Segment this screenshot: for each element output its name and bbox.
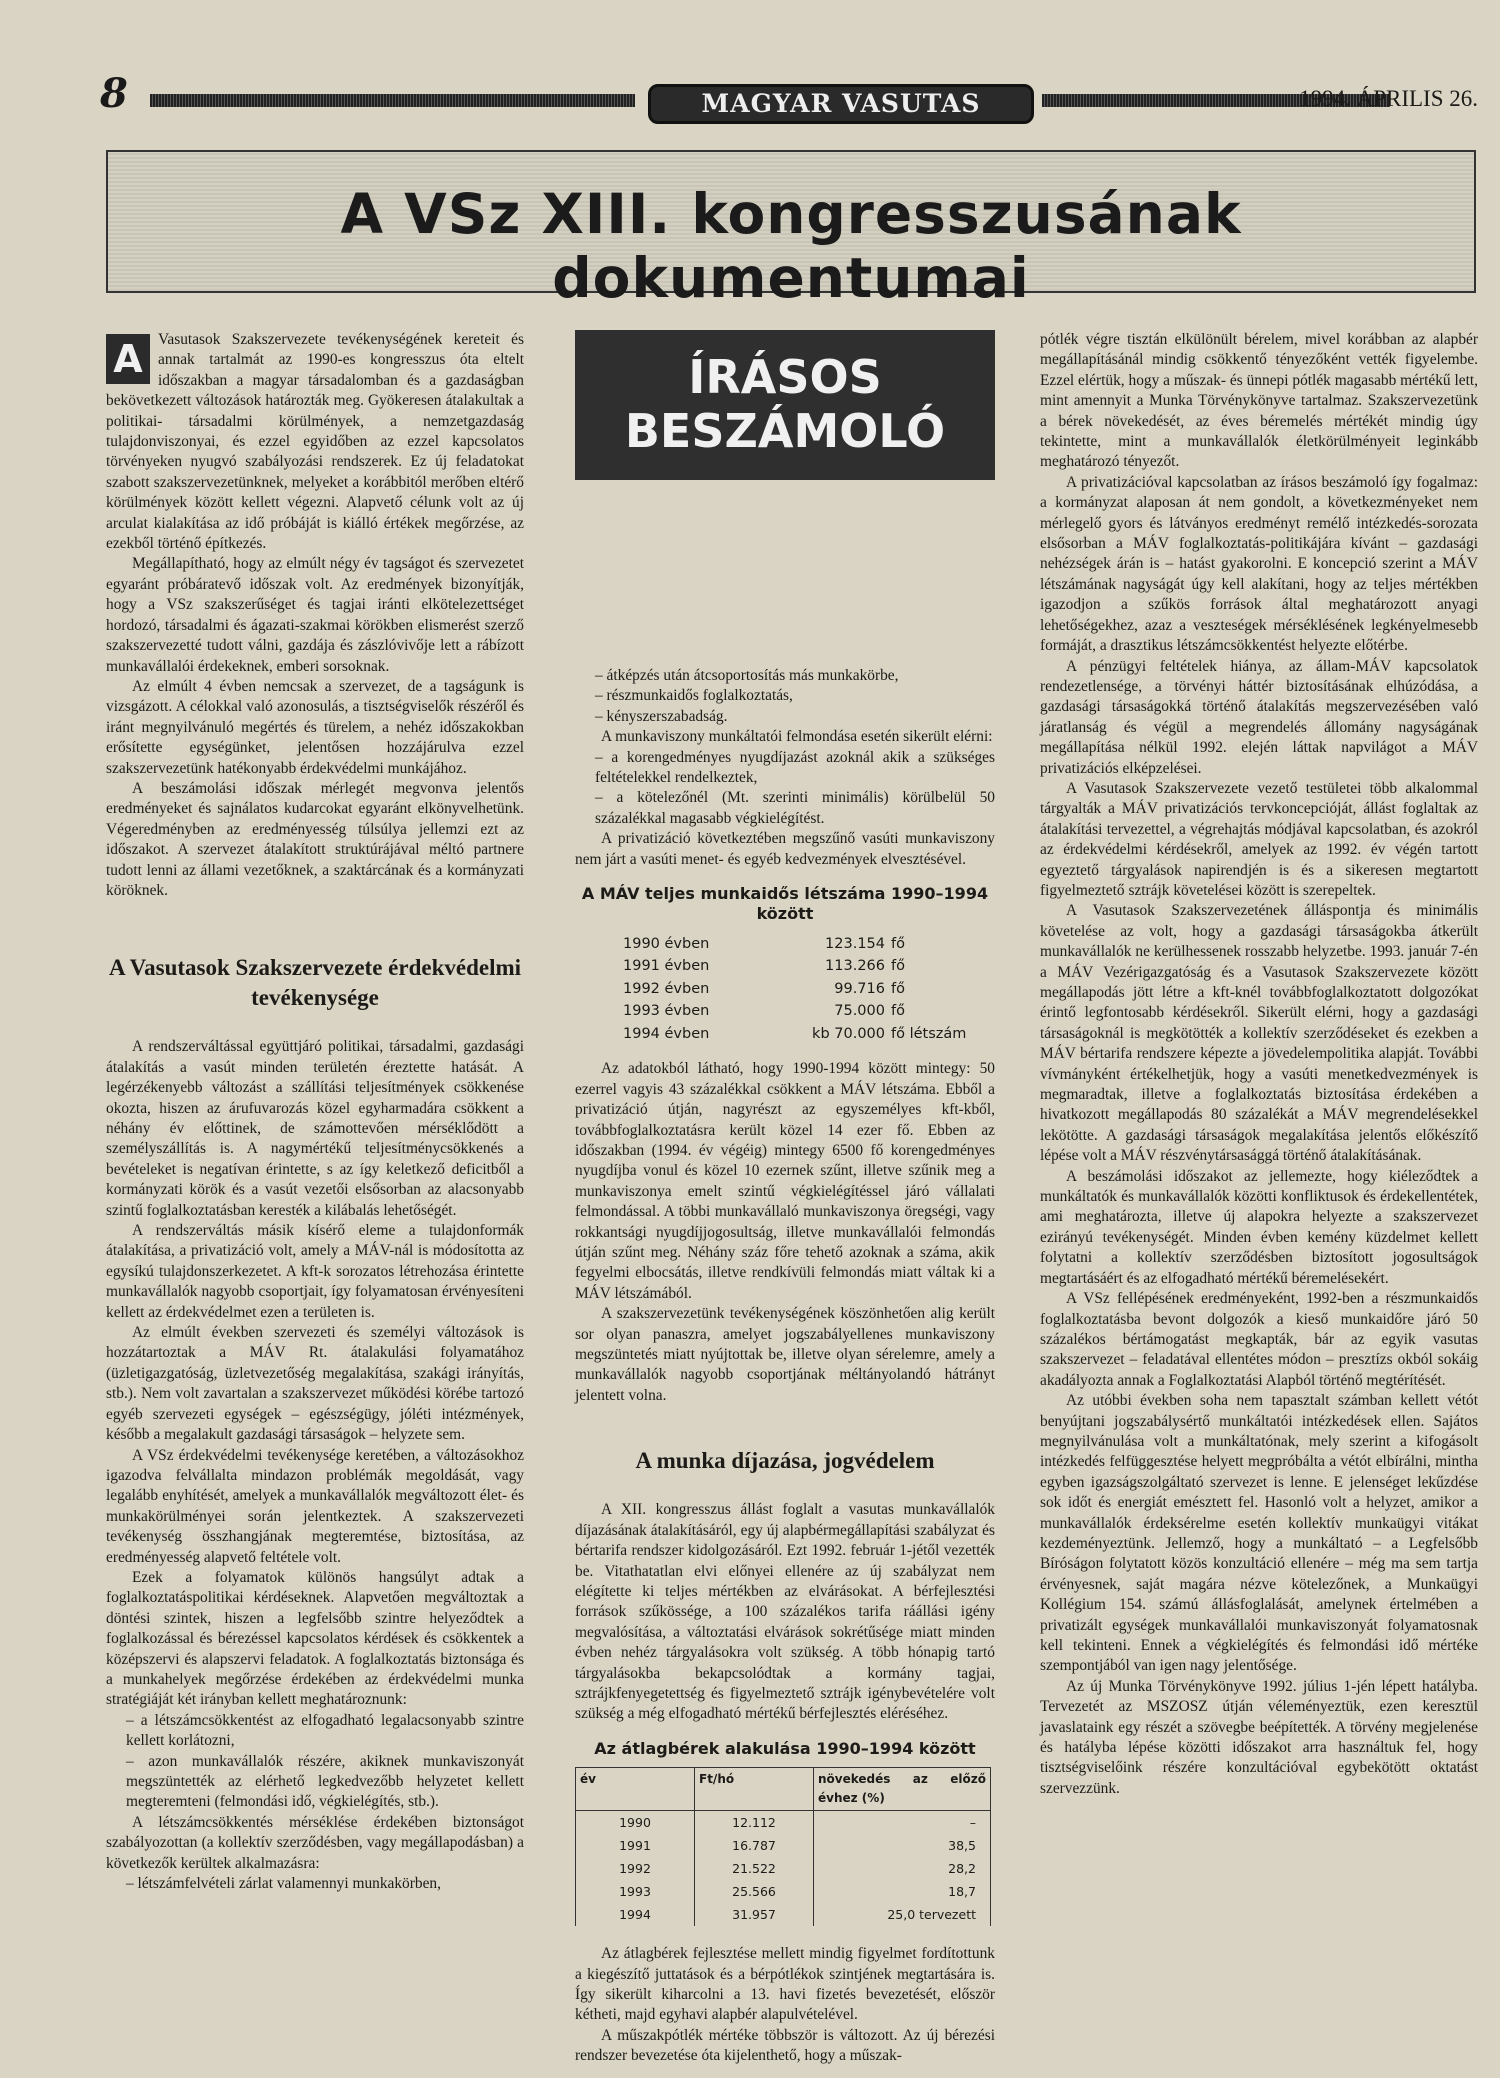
table-cell: 1992 évben [623,980,710,997]
table-header: növekedés az előző évhez (%) [814,1768,991,1811]
table-cell: fő [891,958,905,975]
paragraph: A műszakpótlék mértéke többször is változott. Az új bérezési rendszer bevezetése óta kijelenthető, hogy a műszak- [575,2026,995,2065]
paragraph: Az elmúlt években szervezeti és személyi változások is hozzátartoztak a MÁV Rt. átalakulási folyamatához (üzletigazgatóság, üzletvezetőség megalakítása, szakági irányítás, stb.). Nem volt zavartalan a szakszervezet működési körébe tartozó egyéb szervezeti egységek – egészségügy, jóléti intézmények, később a megalakult gazdasági társaságok – helyzete sem. [106,1324,524,1444]
paragraph: pótlék végre tisztán elkülönült bérelem, mivel korábban az alapbér megállapításánál mindig csökkentő tényezőként vették figyelembe. Ezzel elértük, hogy a műszak- és ünnepi pótlék magasabb mértékű lett, mint amennyit a Munka Törvénykönyve tartalmaz. Szakszervezetünk a bérek növekedését, az éves béremelés mértékét mindig úgy tekintette, mint a munkavállalók életkörülményeit leginkább meghatározó tényezőt. [1040,331,1478,471]
dash-item: – létszámfelvételi zárlat valamennyi munkakörben, [126,1875,441,1893]
table-row [623,1000,971,1023]
table-cell: 1990 évben [623,935,710,952]
report-label-line1: ÍRÁSOS [688,350,882,404]
table-cell: 1993 évben [623,1003,710,1020]
paragraph: Megállapítható, hogy az elmúlt négy év tagságot és szervezetet egyaránt próbáratevő időszak volt. Az eredmények bizonyítják, hogy a VSz szakszerűséget és tagjai iránti elkötelezettséget hordozó, társadalmi és ágazati-szakmai körökben elismerést szerző szakszervezetté tudott válni, gazdája és zászlóvivője lett a rábízott munkavállalói érdekeknek, emberi sorsoknak. [106,555,524,675]
wage-table-title: Az átlagbérek alakulása 1990–1994 között [594,1738,976,1758]
paragraph: Az új Munka Törvénykönyve 1992. július 1-jén lépett hatályba. Tervezetét az MSZOSZ útján véleményeztük, ezen keresztül javaslataink egy részét a szövegbe beépítették. A törvény megjelenése és hatályba lépése közötti időszakot arra használtuk fel, hogy tisztségviselőink részére konzultációval egybekötött oktatást szervezzünk. [1040,1677,1478,1797]
table-cell: 1992 [576,1857,695,1880]
table-cell: 18,7 [814,1880,991,1903]
paragraph: A pénzügyi feltételek hiánya, az állam-MÁV kapcsolatok rendezetlensége, a törvényi háttér biztosításának elhúzódása, a gazdasági társaságokká történő átalakítás megszervezésében való járatlanság és végül a megrendelés állomány nagyságának megállapítása nélkül 1992. elején láttak napvilágot a MÁV privatizációs elképzelései. [1040,657,1478,777]
section-heading: A munka díjazása, jogvédelem [635,1448,935,1474]
table-cell: 1991 [576,1834,695,1857]
page-header [100,70,1480,128]
dash-item: – kényszerszabadság. [595,707,728,725]
column-2 [575,330,995,2067]
table-cell: 1994 [576,1903,695,1926]
drop-cap: A [106,334,150,384]
headcount-table [623,933,971,1046]
title-banner [106,150,1476,310]
table-cell: fő [891,980,905,997]
paragraph: A rendszerváltás másik kísérő eleme a tulajdonformák átalakítása, a privatizáció volt, amely a MÁV-nál is módosította az egysíkú tulajdonszerkezetet. A kft-k sorozatos létrehozása érintette munkavállalók nagyobb csoportjait, így folyamatosan érvényesíteni kellett az érdekvédelmet ezen a területen is. [106,1222,524,1321]
table-row [576,1857,991,1880]
paragraph: A VSz fellépésének eredményeként, 1992-ben a részmunkaidős foglalkoztatásba bevont dolgozók a kieső munkaidőre járó 50 százalékos bértámogatást megkapták, bár az egyik vasutas szakszervezet – feladatával ellentétes módon – presztízs okból sokáig akadályozta annak a Foglalkoztatási Alapból történő megtérítését. [1040,1290,1478,1389]
column-1 [106,330,524,1894]
paragraph: A privatizáció következtében megszűnő vasúti munkaviszony nem járt a vasúti menet- és egyéb kedvezmények elvesztésével. [575,830,995,868]
masthead-logo: MAGYAR VASUTAS [648,84,1034,124]
table-cell: 75.000 [834,1003,885,1020]
issue-date: 1994. ÁPRILIS 26. [1299,86,1478,111]
paragraph: A munkaviszony munkáltatói felmondása esetén sikerült elérni: [601,728,993,746]
dash-item: – azon munkavállalók részére, akiknek munkaviszonyát megszüntették az elérhető legkedvezőbb helyzetet kellett megteremteni (felmondási idő, végkielégítés, stb.). [126,1752,524,1811]
table-cell: 12.112 [695,1811,814,1835]
table-row [623,933,971,956]
table-cell: kb 70.000 [812,1025,885,1042]
table-cell: 1994 évben [623,1025,710,1042]
table-cell: fő [891,935,905,952]
dash-item: – a korengedményes nyugdíjazást azoknál akik a szükséges feltételekkel rendelkeztek, [595,748,995,787]
paragraph: A szakszervezetünk tevékenységének köszönhetően alig került sor olyan panaszra, amelyet jogszabályellenes munkaviszony megszüntetés miatt nyújtottak be, illetve olyan sérelemre, amely a munkavállalók nagyobb csoportjának méltányolandó hátrányt jelentett volna. [575,1305,995,1404]
paragraph: A privatizációval kapcsolatban az írásos beszámoló így fogalmaz: a kormányzat alaposan át nem gondolt, a következményeket nem mérlegelő gyors és látványos eredményt remélő intézkedés-sorozata elsősorban a MÁV foglalkoztatás-politikájára kívánt – gazdasági nehézségek árán is – hatást gyakorolni. E koncepció szerint a MÁV létszámának nagyságát úgy kell alakítani, hogy az teljes mértékben igazodjon a szűkös források által meghatározott anyagi lehetőségekhez, azaz a veszteségek mérséklésének legkényelmesebb formáját, a drasztikus létszámcsökkentést helyezte előtérbe. [1040,473,1478,655]
header-rule-left [150,94,635,107]
table-header: Ft/hó [695,1768,814,1811]
table-cell: 38,5 [814,1834,991,1857]
paragraph: Vasutasok Szakszervezete tevékenységének kereteit és annak tartalmát az 1990-es kongresszus óta eltelt időszakban a magyar társadalomban és a gazdaságban bekövetkezett változások határozták meg. Gyökeresen átalakultak a politikai- társadalmi körülmények, a nemzetgazdaság tulajdonviszonyai, és ezzel egyidőben az ezzel kapcsolatos törvényeken nyugvó szabályozási rendszerek. Ez új feladatokat szabott szakszervezetünknek, melyeket a korábbitól merőben eltérő körülmények között kellett végezni. Alapvető célunk volt az új arculat kialakítása az idő próbáját is kiálló értékek megőrzése, az ezekből történő építkezés. [106,331,524,553]
table-cell: 21.522 [695,1857,814,1880]
table-cell: 123.154 [825,935,885,952]
paragraph: A rendszerváltással együttjáró politikai, társadalmi, gazdasági átalakítás a vasút minden területén éreztette hatását. A legérzékenyebb változást a szállítási teljesítmények csökkenése okozta, hiszen az árufuvarozás közel egyharmadára csökkent a néhány év előttinek, de számottevően mérséklődött a személyszállítás is. A nagymértékű teljesítménycsökkenés a bevételeket is negatívan érintette, s az így keletkező deficitből a kormányzati körök és a vasút vezetői elsősorban az alacsonyabb szintű foglalkoztatásban keresték a kilábalás lehetőségét. [106,1038,524,1219]
table-cell: 1991 évben [623,958,710,975]
table-row [623,1023,971,1046]
dash-item: – a kötelezőnél (Mt. szerinti minimális) körülbelül 50 százalékkal magasabb végkielégítést. [595,789,995,827]
dash-item: – részmunkaidős foglalkoztatás, [595,687,793,705]
paragraph: Az adatokból látható, hogy 1990-1994 között mintegy: 50 ezerrel vagyis 43 százalékkal csökkent a MÁV létszáma. Ebből a privatizáció útján, nagyrészt az egyszemélyes kft-kből, továbbfoglalkoztatásra került közel 14 ezer fő. Ebben az időszakban (1994. év végéig) mintegy 6500 fő korengedményes nyugdíjba vonul és közel 10 ezernek szűnt, illetve szűnik meg a munkaviszonya emelt szintű végkielégítéssel járó vállalati felmondással. A többi munkavállaló munkaviszonya öregségi, vagy rokkantsági nyugdíjjogosultság, illetve munkavállalói felmondás útján szűnt meg. Néhány száz főre tehető azoknak a száma, akik fegyelmi elbocsátás, illetve rendkívüli felmondás miatt váltak ki a MÁV létszámából. [575,1060,995,1302]
table-cell: 99.716 [834,980,885,997]
headcount-table-title: A MÁV teljes munkaidős létszáma 1990–1994 között [581,884,989,924]
page-title: A VSz XIII. kongresszusának dokumentumai [340,182,1242,310]
paragraph: A XII. kongresszus állást foglalt a vasutas munkavállalók díjazásának átalakításáról, egy új alapbérmegállapítási szabályzat és bértarifa rendszer kidolgozásáról. Ezt 1992. február 1-jétől vezették be. Vitathatatlan elvi előnyei ellenére az új szabályzat nem elégítette ki teljes mértékben az elvárásokat. A bérfejlesztési források szűkössége, a 100 százalékos tarifa ráállási igény megvalósítása, a változtatási elvárások sokrétűsége miatt minden évben nehéz tárgyalásokra volt szükség. A több hónapig tartó tárgyalásokba bekapcsolódtak a kormány tagjai, sztrájkfenyegetettség és figyelmeztető sztrájk igénybevételére volt szükség a még elfogadható mértékű bérfejlesztés eléréséhez. [575,1501,995,1723]
table-cell: fő [891,1003,905,1020]
table-row [623,978,971,1001]
table-row [576,1880,991,1903]
table-cell: 28,2 [814,1857,991,1880]
paragraph: Ezek a folyamatok különös hangsúlyt adtak a foglalkoztatáspolitikai kérdéseknek. Alapvetően megváltoztak a döntési szintek, hiszen a legfelsőbb szintre helyeződtek a foglalkozással és bérezéssel kapcsolatos kérdések és csökkentek a középszervi és alapszervi feladatok. A foglalkoztatás biztonsága és a munkahelyek megőrzése érdekében az érdekvédelmi munka stratégiáját két irányban kellett meghatároznunk: [106,1568,524,1709]
table-cell: 25,0 tervezett [814,1903,991,1926]
table-cell: 25.566 [695,1880,814,1903]
report-label-box [575,330,995,480]
paragraph: A VSz érdekvédelmi tevékenysége keretében, a változásokhoz igazodva felvállalta mindazon problémák megoldását, vagy legalább enyhítését, amelyek a munkavállalók megváltozott élet- és munkakörülményei során jelentkeztek. A szakszervezeti tevékenység összhangjának megteremtése, biztosítása, az eredményesség alapvető feltétele volt. [106,1446,524,1566]
paragraph: Az átlagbérek fejlesztése mellett mindig figyelmet fordítottunk a kiegészítő juttatások és a bérpótlékok szintjének megtartására is. Így sikerült kiharcolni a 13. havi fizetés bevezetését, először kétheti, majd egyhavi alapbér alapulvételével. [575,1945,995,2024]
table-cell: 1990 [576,1811,695,1835]
table-cell: 1993 [576,1880,695,1903]
dash-item: – a létszámcsökkentést az elfogadható legalacsonyabb szintre kellett korlátozni, [126,1711,524,1750]
paragraph: A beszámolási időszakot az jellemezte, hogy kiéleződtek a munkáltatók és munkavállalók közötti konfliktusok és érdekellentétek, ami meghatározta, illetve új alapokra helyezte a szakszervezet ezirányú tevékenységét. Minden évben kemény küzdelmet kellett folytatni a kollektív szerződésben biztosított jogosultságok megtartásáért és az elfogadható mértékű béremelésekért. [1040,1167,1478,1287]
table-header: év [576,1768,695,1811]
table-cell: 16.787 [695,1834,814,1857]
section-heading: A Vasutasok Szakszervezete érdekvédelmi tevékenysége [108,955,522,1011]
table-row [576,1811,991,1835]
dash-item: – átképzés után átcsoportosítás más munkakörbe, [595,667,899,684]
paragraph: Az elmúlt 4 évben nemcsak a szervezet, de a tagságunk is vizsgázott. A célokkal való azonosulás, a tisztségviselők részéről és iránt megnyilvánuló megértés és türelem, a nehéz időszakokban erősítette egységünket, jelentősen hozzájárulva ezzel szakszervezetünk hatékonyabb érdekvédelmi munkájához. [106,677,524,777]
report-label-line2: BESZÁMOLÓ [624,404,946,458]
table-cell: 31.957 [695,1903,814,1926]
table-cell: 113.266 [825,958,885,975]
table-row [576,1903,991,1926]
page-number: 8 [100,70,128,117]
table-cell: – [814,1811,991,1835]
paragraph: A Vasutasok Szakszervezetének álláspontja és minimális követelése az volt, hogy a gazdasági társaságokba átkerült munkavállalók ne kerülhessenek rosszabb helyzetbe. 1993. január 7-én a MÁV Vezérigazgatóság és a Vasutasok Szakszervezete között megállapodás jött létre a kft-knél továbbfoglalkoztatott dolgozókat érintő legfontosabb kérdésekről. Sikerült elérni, hogy a gazdasági társaságoknál is megkötötték a kollektív szerződéseket és ezekben a MÁV bértarifa rendszere képezte a jövedelempolitika alapját. További vívmányként értékelhetjük, hogy a vasúti menetkedvezmények is megmaradtak, illetve a foglalkoztatás biztosítása érdekében a hivatkozott megállapodás 80 százalékát a MÁV megrendelésekkel lekötötte. A gazdasági társaságok megalakítása jelentős előkészítő lépése volt a MÁV részvénytársasággá történő átalakításának. [1040,902,1478,1165]
paragraph: A beszámolási időszak mérlegét megvonva jelentős eredményeket és sajnálatos kudarcokat egyaránt elkönyvelhetünk. Végeredményben az eredményesség túlsúlya jellemzi ezt az időszakot. A szervezet átalakított struktúrájával méltó partnere tudott lenni az állami vezetőknek, a szaktárcának és a kormányzati köröknek. [106,779,524,899]
paragraph: A létszámcsökkentés mérséklése érdekében biztonságot szabályozottan (a kollektív szerződésben, vagy megállapodásban) a következők kerültek alkalmazásra: [106,1813,524,1872]
paragraph: A Vasutasok Szakszervezete vezető testületei több alkalommal tárgyalták a MÁV privatizációs tervkoncepcióját, állást foglaltak az átalakítási tervezettel, a végrehajtás módjával kapcsolatban, és azokról az érdekvédelmi kérdésekről, amelyek az 1992. év végén tartott egyeztető tárgyalások napirendjén is és a sikeresen megtartott figyelmeztető sztrájk követelései között is szerepeltek. [1040,779,1478,899]
wage-table [575,1767,991,1926]
paragraph: Az utóbbi években soha nem tapasztalt számban kellett vétót benyújtani jogszabálysértő munkáltatói intézkedések ellen. Sajátos megnyilvánulása volt a munkáltatónak, mely szerint a kifogásolt intézkedés felfüggesztése helyett megpróbálta a vétót elbírálni, mintha egyben igazságszolgáltató szervezet is lenne. E jelenséget lekűzdése sok időt és energiát emésztett fel. Hasonló volt a helyzet, amikor a munkavállalók érdeksérelme esetén kollektív munkaügyi vitákat kezdeményeztünk. Jellemző, hogy a munkáltató – a Legfelsőbb Bíróságon folytatott közös konzultáció ellenére – még ma sem tartja érvényesnek, saját magára nézve kötelezőnek, a Munkaügyi Kollégium 154. számú állásfoglalását, amelynek értelmében a privatizált egységek munkavállalói munkaviszonyát folyamatosnak kell tekinteni. Ennek a végkielégítés és felmondási idő mértéke szempontjából van igen nagy jelentősége. [1040,1392,1478,1675]
table-row [576,1834,991,1857]
table-cell: fő létszám [891,1025,967,1042]
column-3 [1040,330,1478,1799]
table-row [623,955,971,978]
